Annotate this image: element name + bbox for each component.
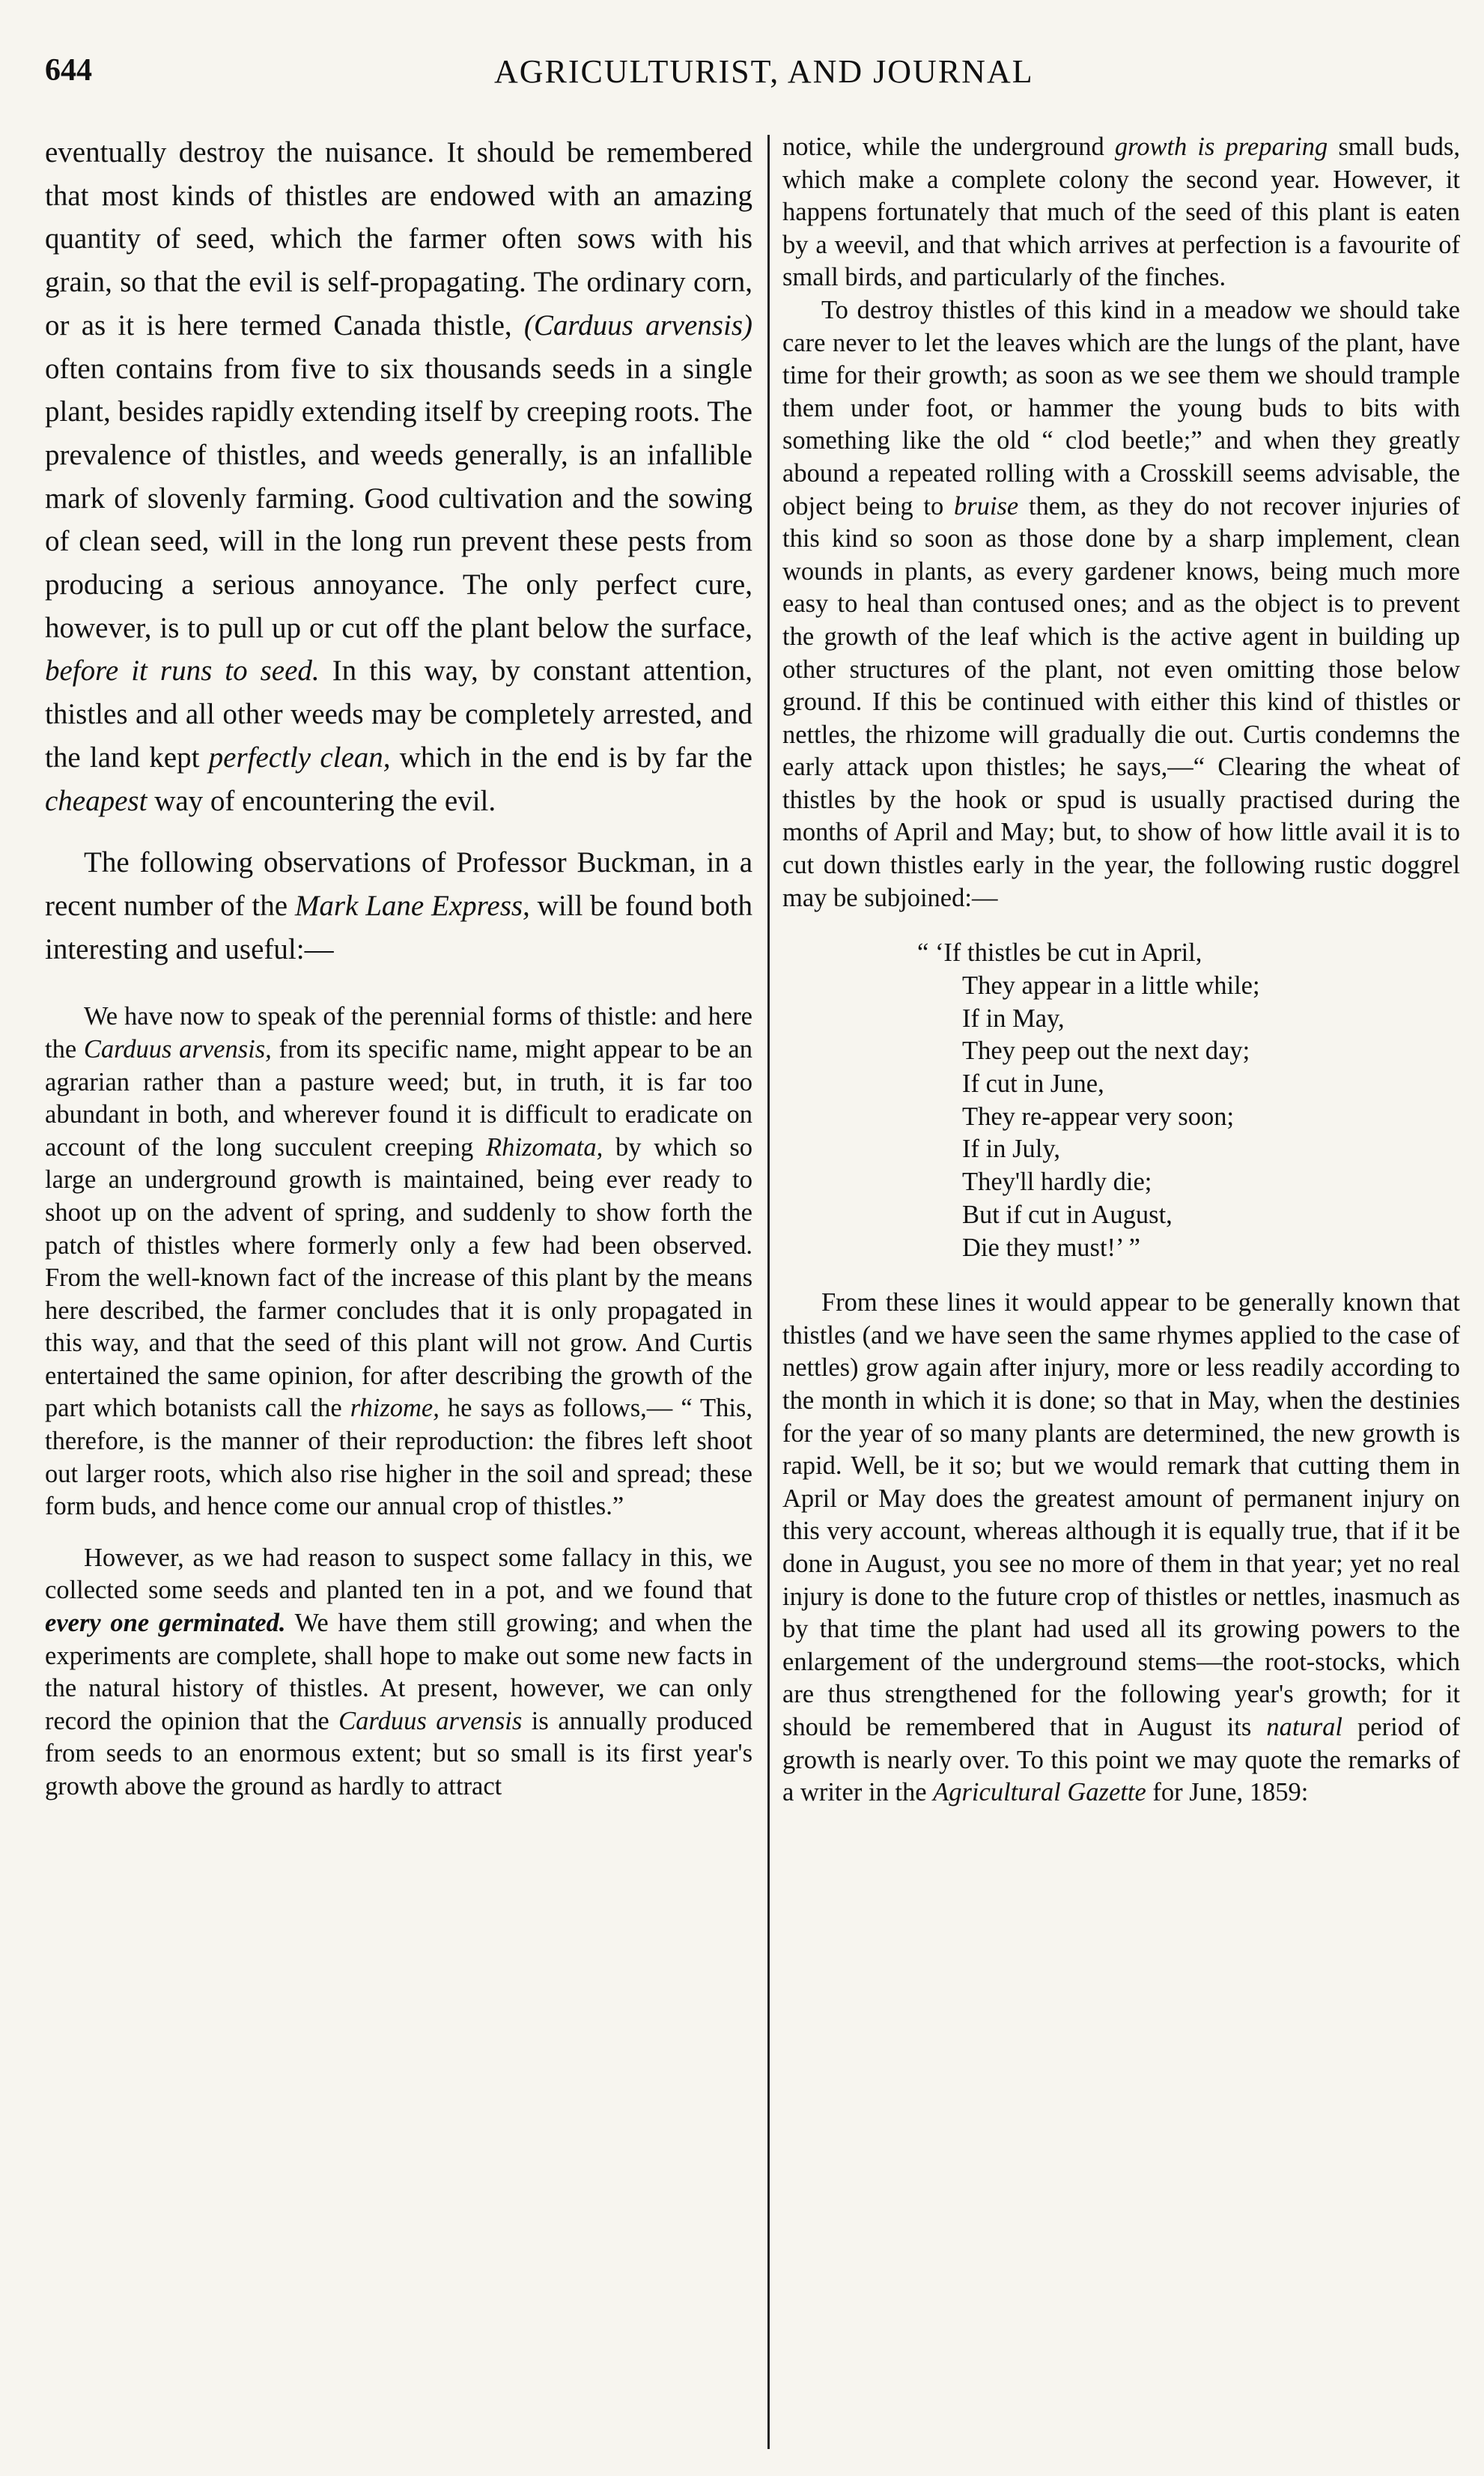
paragraph: The following observations of Professor Buckman, in a recent number of the Mark Lane Express, will be found both interesting and useful:— <box>45 846 752 965</box>
quoted-paragraph: However, as we had reason to suspect some fallacy in this, we collected some seeds and planted ten in a pot, and we found that every one germinated. We have them still growing; and when the experiments are complete, shall hope to make out some new facts in the natural history of thistles. At present, however, we can only record the opinion that the Carduus arvensis is annually produced from seeds to an enormous extent; but so small is its first year's growth above the ground as hardly to attract <box>45 1543 752 1801</box>
right-column <box>782 131 1460 2438</box>
running-head: AGRICULTURIST, AND JOURNAL <box>494 53 1034 90</box>
verse-line: Die they must!’ ” <box>962 1233 1140 1262</box>
verse-line: If in July, <box>962 1135 1060 1164</box>
verse-line: They appear in a little while; <box>962 971 1260 1000</box>
quoted-paragraph: We have now to speak of the perennial forms of thistle: and here the Carduus arvensis, from its specific name, might appear to be an agrarian rather than a pasture weed; but, in truth, it is far too abundant in both, and wherever found it is difficult to eradicate on account of the long succulent creeping Rhizomata, by which so large an underground growth is maintained, being ever ready to shoot up on the advent of spring, and suddenly to show forth the patch of thistles where formerly only a few had been observed. From the well-known fact of the increase of this plant by the means here described, the farmer concludes that it is only propagated in this way, and that the seed of this plant will not grow. And Curtis entertained the same opinion, for after describing the growth of the part which botanists call the rhizome, he says as follows,— “ This, therefore, is the manner of their reproduction: the fibres left shoot out larger roots, which also rise higher in the soil and spread; these form buds, and hence come our annual crop of thistles.” <box>45 1002 752 1521</box>
left-column <box>45 131 752 2438</box>
page-header <box>45 52 1453 112</box>
verse-line: “ ‘If thistles be cut in April, <box>917 938 1202 968</box>
column-divider <box>767 135 770 2449</box>
paragraph: eventually destroy the nuisance. It should be remembered that most kinds of thistles are endowed with an amazing quantity of seed, which the farmer often sows with his grain, so that the evil is self-propagating. The ordinary corn, or as it is here termed Canada thistle, (Carduus arvensis) often contains from five to six thousands seeds in a single plant, besides rapidly extending itself by creeping roots. The prevalence of thistles, and weeds generally, is an infallible mark of slovenly farming. Good cultivation and the sowing of clean seed, will in the long run prevent these pests from producing a serious annoyance. The only perfect cure, however, is to pull up or cut off the plant below the surface, before it runs to seed. In this way, by constant attention, thistles and all other weeds may be completely arrested, and the land kept perfectly clean, which in the end is by far the cheapest way of encountering the evil. <box>45 136 752 817</box>
verse-line: They re-appear very soon; <box>962 1102 1235 1131</box>
verse-line: They peep out the next day; <box>962 1037 1250 1066</box>
verse-line: But if cut in August, <box>962 1200 1173 1229</box>
verse-line: If in May, <box>962 1004 1065 1033</box>
page-number: 644 <box>45 53 92 88</box>
verse-line: They'll hardly die; <box>962 1168 1152 1197</box>
quoted-paragraph: From these lines it would appear to be generally known that thistles (and we have seen the same rhymes applied to the case of nettles) grow again after injury, more or less readily according to the month in which it is done; so that in May, when the destinies for the year of so many plants are determined, the new growth is rapid. Well, be it so; but we would remark that cutting them in April or May does the greatest amount of permanent injury on this very account, whereas although it is equally true, that if it be done in August, you see no more of them in that year; yet no real injury is done to the future crop of thistles or nettles, inasmuch as by that time the plant had used all its growing powers to the enlargement of the underground stems—the root-stocks, which are thus strengthened for the following year's growth; for it should be remembered that in August its natural period of growth is nearly over. To this point we may quote the remarks of a writer in the Agricultural Gazette for June, 1859: <box>782 1288 1460 1807</box>
verse-block <box>917 937 1460 1264</box>
quoted-paragraph: notice, while the underground growth is preparing small buds, which make a complete colony the second year. However, it happens fortunately that much of the seed of this plant is eaten by a weevil, and that which arrives at perfection is a favourite of small birds, and particularly of the finches. <box>782 133 1460 292</box>
quoted-paragraph: To destroy thistles of this kind in a meadow we should take care never to let the leaves which are the lungs of the plant, have time for their growth; as soon as we see them we should trample them under foot, or hammer the young buds to bits with something like the old “ clod beetle;” and when they greatly abound a repeated rolling with a Crosskill seems advisable, the object being to bruise them, as they do not recover injuries of this kind so soon as those done by a sharp implement, clean wounds in plants, as every gardener knows, being much more easy to heal than contused ones; and as the object is to prevent the growth of the leaf which is the active agent in building up other structures of the plant, not even omitting those below ground. If this be continued with either this kind of thistles or nettles, the rhizome will gradually die out. Curtis condemns the early attack upon thistles; he says,—“ Clearing the wheat of thistles by the hook or spud is usually practised during the months of April and May; but, to show of how little avail it is to cut down thistles early in the year, the following rustic doggrel may be subjoined:— <box>782 295 1460 912</box>
verse-line: If cut in June, <box>962 1069 1104 1099</box>
